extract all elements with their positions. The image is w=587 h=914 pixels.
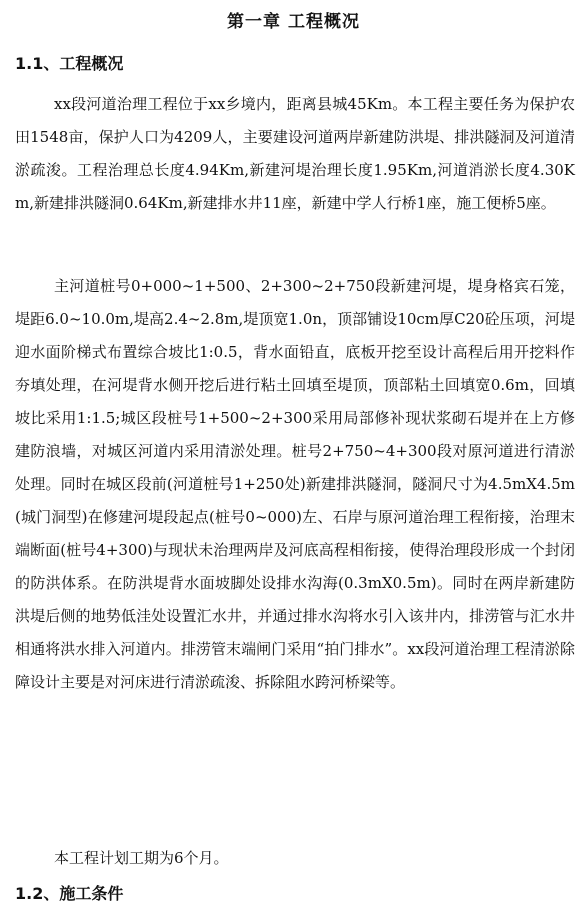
paragraph-construction-details: 主河道桩号0+000~1+500、2+300~2+750段新建河堤，堤身格宾石笼，堤距6.0~10.0m,堤高2.4~2.8m,堤顶宽1.0n，顶部铺设10cm厚C20砼压项，河堤迎水面阶梯式布置综合坡比1:0.5，背水面铅直，底板开挖至设计高程后用开挖料作夯填处理，在河堤背水侧开挖后进行粘土回填至堤顶，顶部粘土回填宽0.6m，回填坡比采用1:1.5;城区段桩号1+500~2+300采用局部修补现状浆砌石堤并在上方修建防浪墙，对城区河道内采用清淤处理。桩号2+750~4+300段对原河道进行清淤处理。同时在城区段前(河道桩号1+250处)新建排洪隧洞，隧洞尺寸为4.5mX4.5m(城门洞型)在修建河堤段起点(桩号0~000)左、石岸与原河道治理工程衔接，治理末端断面(桩号4+300)与现状未治理两岸及河底高程相衔接，使得治理段形成一个封闭的防洪体系。在防洪堤背水面坡脚处设排水沟海(0.3mX0.5m)。同时在两岸新建防洪堤后侧的地势低洼处设置汇水井，并通过排水沟将水引入该井内，排涝管与汇水井相通将洪水排入河道内。排涝管末端闸门采用“拍门排水”。xx段河道治理工程清淤除障设计主要是对河床进行清淤疏浚、拆除阻水跨河桥梁等。 bbox=[15, 277, 575, 691]
paragraph-schedule: 本工程计划工期为6个月。 bbox=[54, 849, 229, 867]
section-heading-1-1: 1.1、工程概况 bbox=[15, 54, 124, 73]
section-heading-1-2: 1.2、施工条件 bbox=[15, 884, 124, 903]
chapter-title: 第一章 工程概况 bbox=[227, 12, 360, 32]
paragraph-project-overview: xx段河道治理工程位于xx乡境内，距离县城45Km。本工程主要任务为保护农田1548亩，保护人口为4209人，主要建设河道两岸新建防洪堤、排洪隧洞及河道清淤疏浚。工程治理总长度4.94Km,新建河堤治理长度1.95Km,河道消淤长度4.30Km,新建排洪隧洞0.64Km,新建排水井11座，新建中学人行桥1座，施工便桥5座。 bbox=[15, 95, 575, 212]
